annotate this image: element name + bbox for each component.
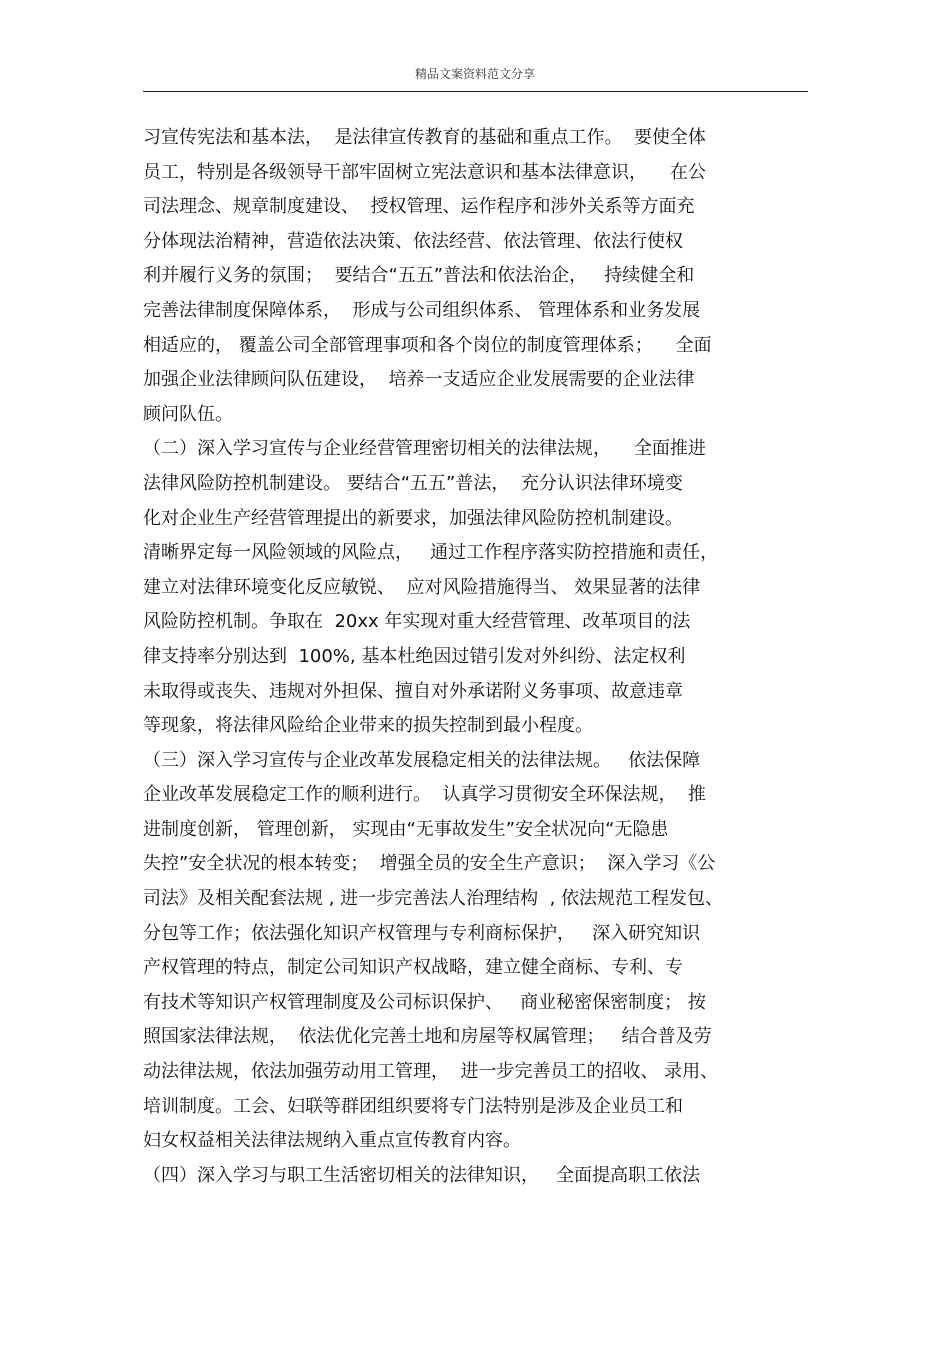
text-line: 加强企业法律顾问队伍建设， 培养一支适应企业发展需要的企业法律 xyxy=(143,369,695,391)
text-line: 失控”安全状况的根本转变； 增强全员的安全生产意识； 深入学习《公 xyxy=(143,853,716,875)
page-header: 精品文案资料范文分享 xyxy=(414,67,535,81)
text-line: 建立对法律环境变化反应敏锐、 应对风险措施得当、 效果显著的法律 xyxy=(143,576,701,598)
text-line: （四）深入学习与职工生活密切相关的法律知识， 全面提高职工依法 xyxy=(143,1164,701,1186)
text-line: 相适应的， 覆盖公司全部管理事项和各个岗位的制度管理体系； 全面 xyxy=(143,334,712,356)
document-body xyxy=(143,121,823,1193)
text-line: 进制度创新， 管理创新， 实现由“无事故发生”安全状况向“无隐患 xyxy=(143,818,669,840)
text-line: 企业改革发展稳定工作的顺利进行。 认真学习贯彻安全环保法规， 推 xyxy=(143,784,706,806)
text-line: 产权管理的特点，制定公司知识产权战略，建立健全商标、专利、专 xyxy=(143,957,683,979)
text-line: 员工，特别是各级领导干部牢固树立宪法意识和基本法律意识， 在公 xyxy=(143,161,706,183)
text-line: 妇女权益相关法律法规纳入重点宣传教育内容。 xyxy=(143,1130,521,1152)
text-line: （二）深入学习宣传与企业经营管理密切相关的法律法规， 全面推进 xyxy=(143,438,706,460)
header-divider xyxy=(143,91,808,92)
text-line: （三）深入学习宣传与企业改革发展稳定相关的法律法规。 依法保障 xyxy=(143,749,701,771)
text-line: 未取得或丧失、违规对外担保、擅自对外承诺附义务事项、故意违章 xyxy=(143,680,683,702)
text-line: 风险防控机制。争取在 20xx 年实现对重大经营管理、改革项目的法 xyxy=(143,611,691,633)
text-line: 完善法律制度保障体系， 形成与公司组织体系、 管理体系和业务发展 xyxy=(143,299,701,321)
text-line: 法律风险防控机制建设。 要结合“五五”普法， 充分认识法律环境变 xyxy=(143,472,683,494)
text-line: 顾问队伍。 xyxy=(143,403,233,425)
text-line: 等现象，将法律风险给企业带来的损失控制到最小程度。 xyxy=(143,715,593,737)
text-line: 有技术等知识产权管理制度及公司标识保护、 商业秘密保密制度； 按 xyxy=(143,991,706,1013)
text-line: 律支持率分别达到 100%, 基本杜绝因过错引发对外纠纷、法定权利 xyxy=(143,645,686,667)
text-line: 习宣传宪法和基本法， 是法律宣传教育的基础和重点工作。 要使全体 xyxy=(143,127,706,148)
text-line: 分体现法治精神，营造依法决策、依法经营、依法管理、依法行使权 xyxy=(143,230,683,252)
text-line: 司法》及相关配套法规 , 进一步完善法人治理结构 , 依法规范工程发包、 xyxy=(143,888,724,910)
text-line: 分包等工作；依法强化知识产权管理与专利商标保护， 深入研究知识 xyxy=(143,922,701,944)
text-line: 动法律法规，依法加强劳动用工管理， 进一步完善员工的招收、 录用、 xyxy=(143,1061,719,1083)
text-line: 照国家法律法规， 依法优化完善土地和房屋等权属管理； 结合普及劳 xyxy=(143,1026,712,1048)
text-line: 培训制度。工会、妇联等群团组织要将专门法特别是涉及企业员工和 xyxy=(143,1095,683,1117)
text-line: 化对企业生产经营管理提出的新要求，加强法律风险防控机制建设。 xyxy=(143,507,683,529)
text-line: 利并履行义务的氛围； 要结合“五五”普法和依法治企， 持续健全和 xyxy=(143,265,695,287)
text-line: 司法理念、规章制度建设、 授权管理、运作程序和涉外关系等方面充 xyxy=(143,196,695,218)
text-line: 清晰界定每一风险领域的风险点， 通过工作程序落实防控措施和责任， xyxy=(143,542,719,564)
